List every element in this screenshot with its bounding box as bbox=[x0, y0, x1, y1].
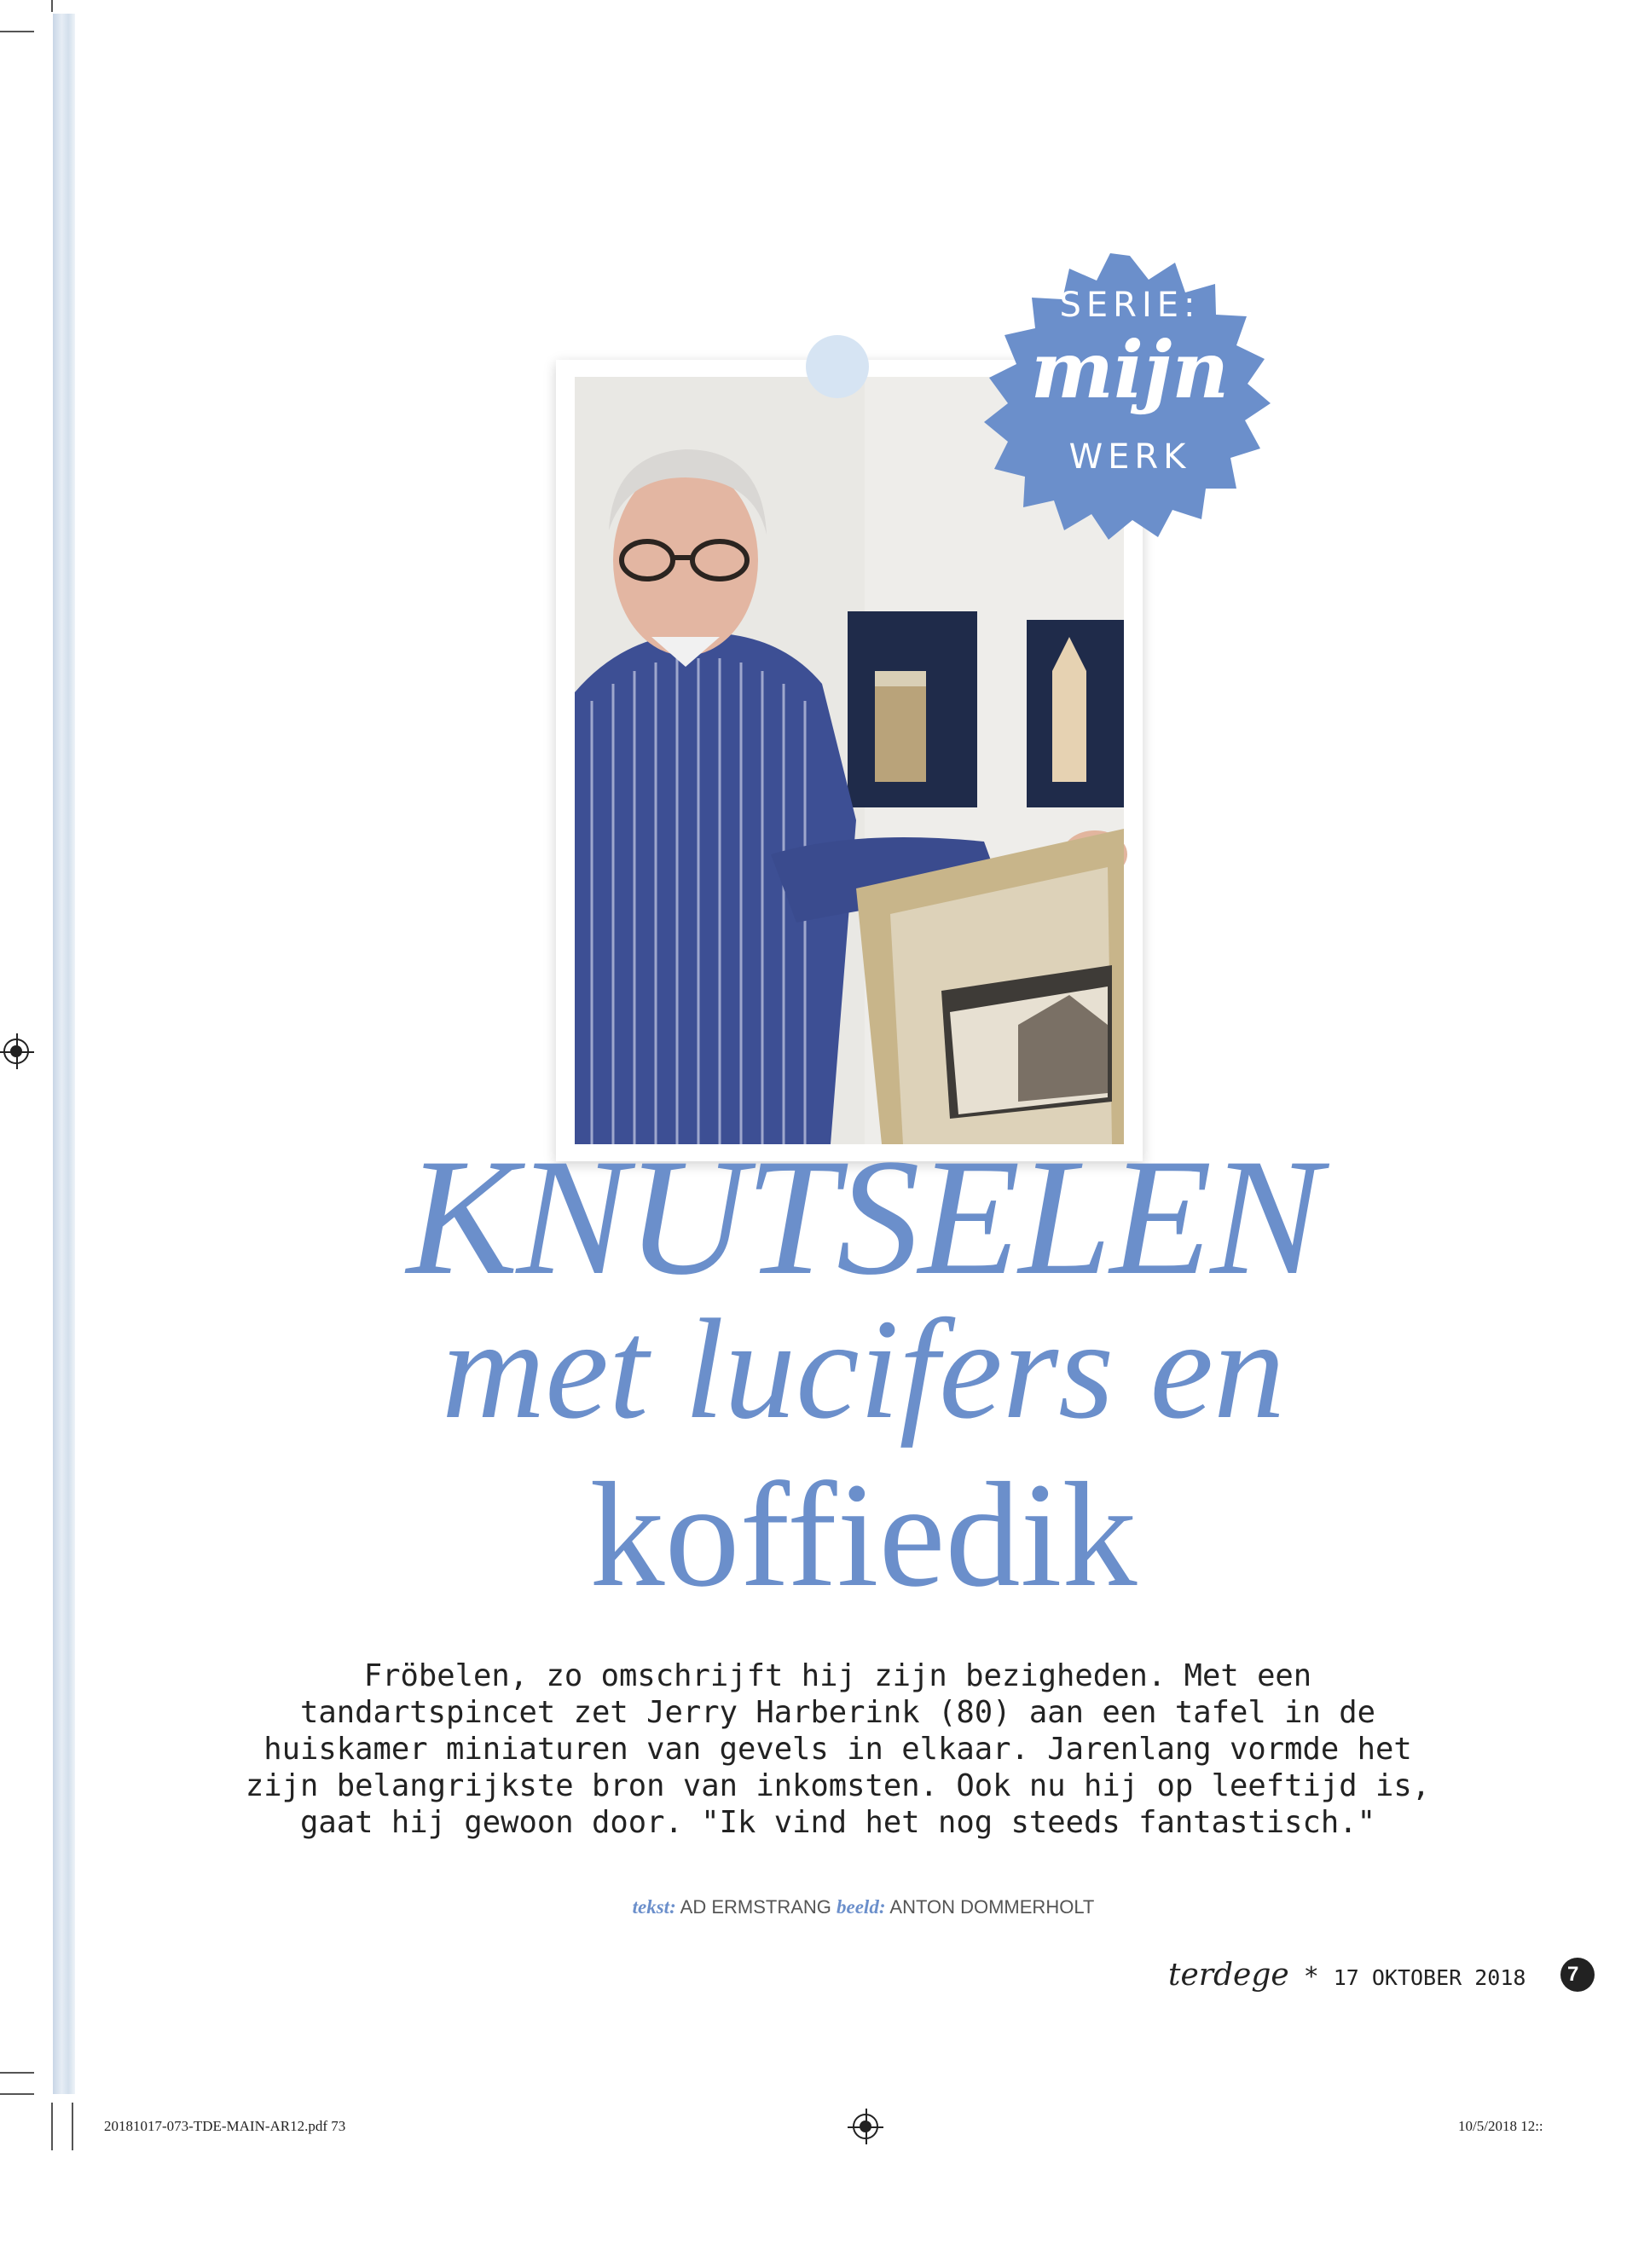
page-footer bbox=[1168, 1958, 1526, 1993]
print-slug-file: 20181017-073-TDE-MAIN-AR12.pdf 73 bbox=[104, 2118, 346, 2134]
photo-pin bbox=[806, 335, 869, 398]
magazine-brand: terdege bbox=[1168, 1958, 1289, 1993]
issue-date: 17 OKTOBER 2018 bbox=[1333, 1965, 1526, 1990]
intro-paragraph: Fröbelen, zo omschrijft hij zijn bezigheden. Met een tandartspincet zet Jerry Harberink (80) aan een tafel in de huiskamer miniaturen van gevels in elkaar. Jarenlang vormde het zijn belangrijkste bron van inkomsten. Ook nu hij op leeftijd is, gaat hij gewoon door. "Ik vind het nog steeds fantastisch." bbox=[245, 1658, 1431, 1840]
decorative-edge-strip bbox=[53, 14, 75, 2094]
crop-mark bbox=[51, 0, 53, 12]
byline-text-author: AD ERMSTRANG bbox=[680, 1896, 831, 1918]
page-number: 7 bbox=[1560, 1958, 1595, 1992]
byline-photo-label: beeld: bbox=[837, 1896, 886, 1918]
crop-mark bbox=[0, 2093, 34, 2095]
registration-mark-bottom bbox=[853, 2114, 878, 2139]
crop-mark bbox=[51, 2103, 53, 2150]
print-slug-timestamp: 10/5/2018 12:: bbox=[1458, 2118, 1543, 2134]
headline-line-2: met lucifers en bbox=[441, 1290, 1286, 1449]
footer-separator: * bbox=[1305, 1962, 1318, 1992]
registration-mark-left bbox=[3, 1039, 29, 1064]
byline-photo-author: ANTON DOMMERHOLT bbox=[889, 1896, 1095, 1918]
series-badge bbox=[981, 243, 1279, 541]
badge-serie-label: SERIE: bbox=[1059, 286, 1201, 325]
badge-mijn-label: mijn bbox=[1030, 324, 1230, 416]
headline-line-3: koffiedik bbox=[589, 1452, 1138, 1618]
crop-mark bbox=[72, 2103, 73, 2150]
badge-werk-label: WERK bbox=[1068, 437, 1191, 477]
crop-mark bbox=[0, 2072, 34, 2074]
crop-mark bbox=[0, 31, 34, 32]
byline-text-label: tekst: bbox=[632, 1896, 676, 1918]
byline bbox=[0, 1896, 1573, 1918]
headline-line-1: KNUTSELEN bbox=[406, 1125, 1321, 1310]
